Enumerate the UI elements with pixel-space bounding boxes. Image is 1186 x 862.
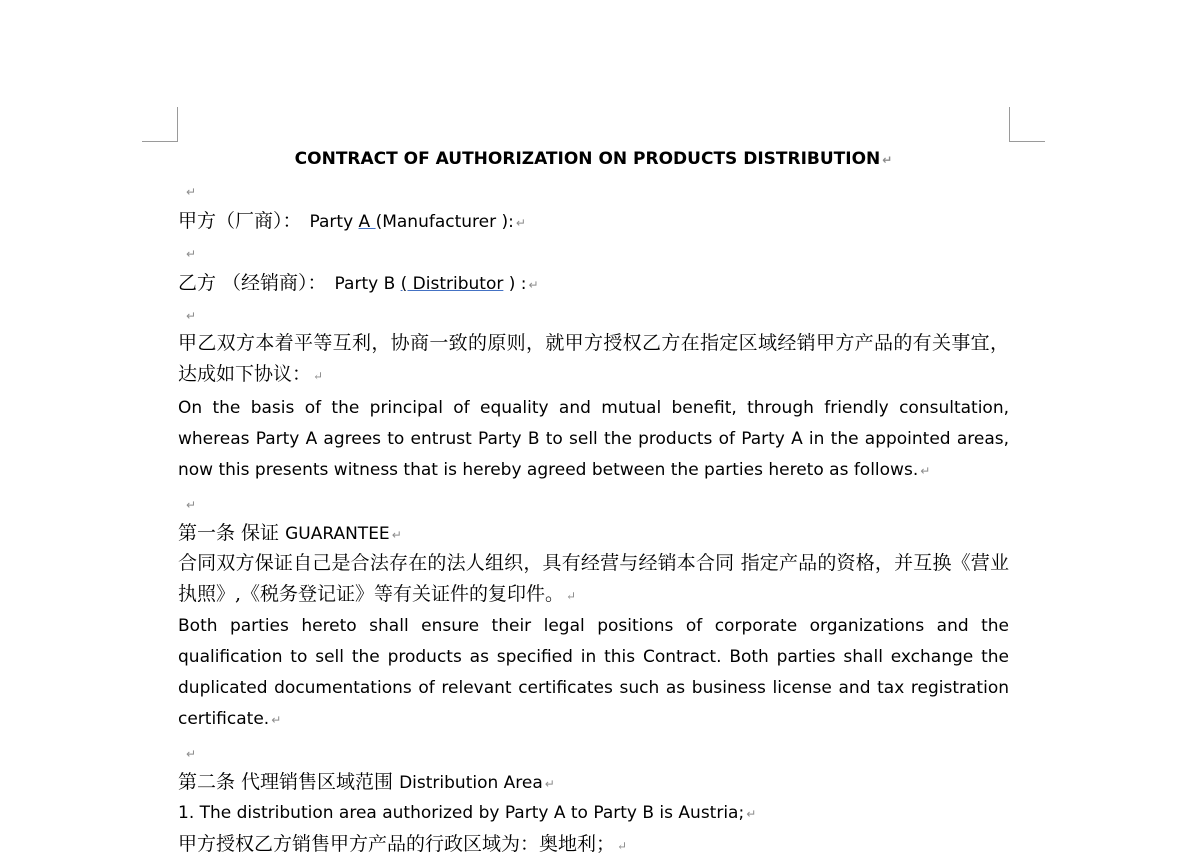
top-right-crop-mark xyxy=(1009,107,1045,142)
empty-paragraph: ↵ xyxy=(186,185,197,199)
article-2-item-1-chinese: 甲方授权乙方销售甲方产品的行政区域为：奥地利； ↵ xyxy=(178,833,628,855)
article-2-item-1-english: 1. The distribution area authorized by Party A to Party B is Austria; ↵ xyxy=(178,803,757,823)
empty-paragraph: ↵ xyxy=(186,747,197,761)
document-title: CONTRACT OF AUTHORIZATION ON PRODUCTS DISTRIBUTION ↵ xyxy=(294,149,893,169)
article-1-chinese-paragraph: 合同双方保证自己是合法存在的法人组织，具有经营与经销本合同 指定产品的资格，并互换《营业执照》,《税务登记证》等有关证件的复印件。 ↵ xyxy=(178,552,1009,605)
party-a-line: 甲方（厂商）： Party A (Manufacturer ): ↵ xyxy=(178,210,526,232)
intro-chinese-paragraph: 甲乙双方本着平等互利，协商一致的原则，就甲方授权乙方在指定区域经销甲方产品的有关事宜，达成如下协议： ↵ xyxy=(178,332,1009,385)
party-a-link[interactable]: A xyxy=(358,212,376,232)
party-b-link[interactable]: ( Distributor xyxy=(400,274,504,294)
empty-paragraph: ↵ xyxy=(186,247,197,261)
party-b-line: 乙方 （经销商）： Party B ( Distributor ) : ↵ xyxy=(178,272,539,294)
article-1-english-paragraph: Both parties hereto shall ensure their legal positions of corporate organizations and the qualification to sell the products as specified in this Contract. Both parties shall exchange the duplicated documentations of relevant certificates such as business license and tax registration certificate. ↵ xyxy=(178,616,1009,729)
empty-paragraph: ↵ xyxy=(186,498,197,512)
article-2-heading: 第二条 代理销售区域范围 Distribution Area ↵ xyxy=(178,771,555,793)
intro-english-paragraph: On the basis of the principal of equality and mutual benefit, through friendly consultation, whereas Party A agrees to entrust Party B to sell the products of Party A in the appointed areas, now this presents witness that is hereby agreed between the parties hereto as follows. ↵ xyxy=(178,398,1009,480)
article-1-heading: 第一条 保证 GUARANTEE ↵ xyxy=(178,522,402,544)
top-left-crop-mark xyxy=(142,107,178,142)
empty-paragraph: ↵ xyxy=(186,309,197,323)
paragraph-mark: ↵ xyxy=(882,153,893,167)
